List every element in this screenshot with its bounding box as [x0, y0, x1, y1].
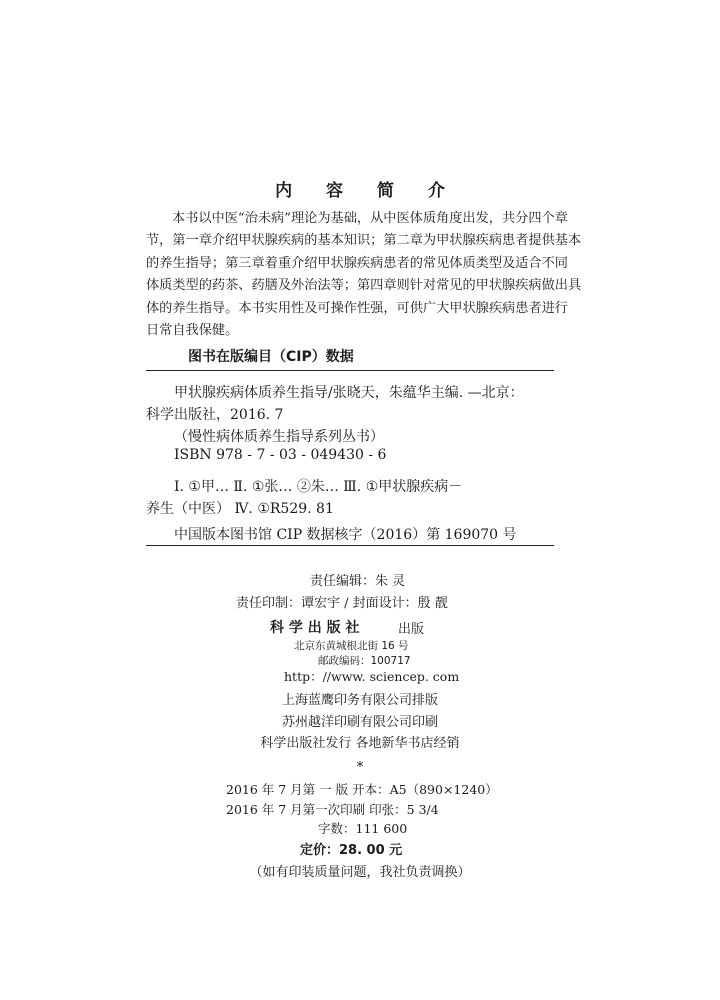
- cip-entry-line2: 科学出版社，2016. 7: [146, 407, 284, 423]
- separator-star: *: [356, 760, 364, 775]
- printing-info: 2016 年 7 月第一次印刷 印张：5 3/4: [226, 802, 439, 817]
- cip-bottom-rule: [146, 545, 554, 546]
- cip-classification-line1: Ⅰ. ①甲… Ⅱ. ①张… ②朱… Ⅲ. ①甲状腺疾病－: [174, 479, 463, 495]
- cip-series: （慢性病体质养生指导系列丛书）: [174, 429, 384, 445]
- responsible-editor: 责任编辑：朱 灵: [310, 574, 406, 589]
- summary-line: 的养生指导；第三章着重介绍甲状腺疾病患者的常见体质类型及适合不同: [146, 255, 568, 271]
- cip-heading: 图书在版编目（CIP）数据: [188, 349, 354, 365]
- summary-text: [146, 208, 582, 342]
- summary-line: 本书以中医“治未病”理论为基础，从中医体质角度出发，共分四个章: [172, 211, 568, 226]
- summary-line: 日常自我保健。: [146, 323, 239, 339]
- cip-entry-line1: 甲状腺疾病体质养生指导/张晓天，朱蕴华主编. —北京：: [174, 385, 524, 401]
- publisher-suffix: 出版: [398, 622, 425, 637]
- cip-top-rule: [146, 370, 554, 371]
- cip-data-number: 中国版本图书馆 CIP 数据核字（2016）第 169070 号: [174, 527, 517, 543]
- summary-line: 体质类型的药茶、药膳及外治法等；第四章则针对常见的甲状腺疾病做出具: [146, 278, 582, 294]
- publisher-url: http：//www. sciencep. com: [284, 669, 460, 684]
- print-and-cover-credits: 责任印制：谭宏宇 / 封面设计：殷 靓: [236, 596, 448, 611]
- price: 定价：28. 00 元: [300, 843, 403, 858]
- quality-notice: （如有印装质量问题，我社负责调换）: [249, 865, 471, 880]
- word-count: 字数：111 600: [318, 821, 408, 836]
- cip-isbn: ISBN 978 - 7 - 03 - 049430 - 6: [174, 447, 387, 463]
- publisher-logo-name: 科 学 出 版 社: [270, 620, 360, 636]
- distribution: 科学出版社发行 各地新华书店经销: [260, 736, 460, 751]
- summary-line: 节，第一章介绍甲状腺疾病的基本知识；第二章为甲状腺疾病患者提供基本: [146, 233, 582, 249]
- edition-info: 2016 年 7 月第 一 版 开本：A5（890×1240）: [226, 782, 498, 797]
- publisher-postcode: 邮政编码：100717: [318, 655, 411, 667]
- printer: 苏州越洋印刷有限公司印刷: [281, 715, 438, 730]
- summary-title: 内 容 简 介: [275, 181, 459, 201]
- summary-line: 体的养生指导。本书实用性及可操作性强，可供广大甲状腺疾病患者进行: [146, 300, 568, 316]
- cip-classification-line2: 养生（中医） Ⅳ. ①R529. 81: [146, 501, 334, 517]
- typesetter: 上海蓝鹰印务有限公司排版: [281, 693, 438, 708]
- publisher-address: 北京东黄城根北街 16 号: [294, 640, 409, 652]
